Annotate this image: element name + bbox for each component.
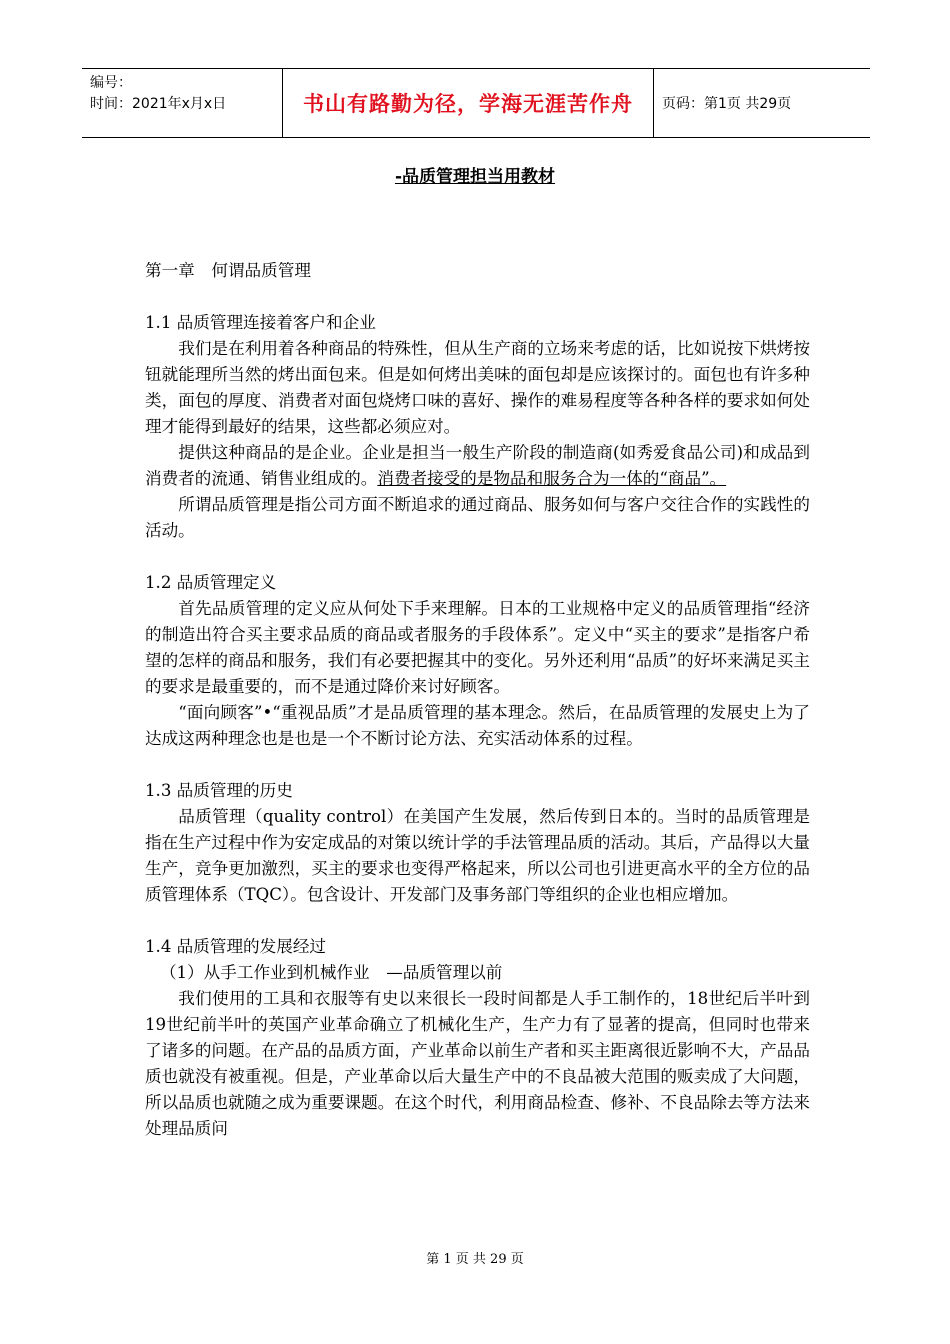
section-heading-1-3: 1.3 品质管理的历史	[145, 781, 293, 800]
paragraph: 所谓品质管理是指公司方面不断追求的通过商品、服务如何与客户交往合作的实践性的活动。	[145, 495, 810, 540]
paragraph: 我们使用的工具和衣服等有史以来很长一段时间都是人手工制作的，18世纪后半叶到19世纪前半叶的英国产业革命确立了机械化生产，生产力有了显著的提高，但同时也带来了诸多的问题。在产品的品质方面，产业革命以前生产者和买主距离很近影响不大，产品品质也就没有被重视。但是，产业革命以后大量生产中的不良品被大范围的贩卖成了大问题，所以品质也就随之成为重要课题。在这个时代，利用商品检查、修补、不良品除去等方法来处理品质问	[145, 989, 810, 1138]
page-footer: 第 1 页 共 29 页	[426, 1252, 524, 1267]
document-header	[82, 68, 870, 138]
header-page-cell	[654, 69, 870, 137]
chapter-heading: 第一章 何谓品质管理	[145, 261, 311, 280]
section-heading-1-2: 1.2 品质管理定义	[145, 573, 277, 592]
header-meta-cell	[82, 69, 282, 137]
paragraph: 我们是在利用着各种商品的特殊性，但从生产商的立场来考虑的话，比如说按下烘烤按钮就能理所当然的烤出面包来。但是如何烤出美味的面包却是应该探讨的。面包也有许多种类，面包的厚度、消费者对面包烧烤口味的喜好、操作的难易程度等各种各样的要求如何处理才能得到最好的结果，这些都必须应对。	[145, 339, 810, 436]
header-motto-cell	[282, 69, 654, 137]
section-heading-1-4: 1.4 品质管理的发展经过	[145, 937, 327, 956]
paragraph: “面向顾客”•“重视品质”才是品质管理的基本理念。然后，在品质管理的发展史上为了达成这两种理念也是也是一个不断讨论方法、充实活动体系的过程。	[145, 703, 810, 748]
paragraph	[145, 440, 810, 492]
document-body	[145, 258, 810, 1142]
subsection-heading: （1）从手工作业到机械作业 —品质管理以前	[159, 963, 503, 982]
time-label: 时间：2021年x月x日	[90, 96, 227, 112]
number-label: 编号：	[90, 75, 132, 91]
paragraph: 品质管理（quality control）在美国产生发展，然后传到日本的。当时的品质管理是指在生产过程中作为安定成品的对策以统计学的手法管理品质的活动。其后，产品得以大量生产，竞争更加激烈，买主的要求也变得严格起来，所以公司也引进更高水平的全方位的品质管理体系（TQC）。包含设计、开发部门及事务部门等组织的企业也相应增加。	[145, 807, 810, 904]
underlined-text: 消费者接受的是物品和服务合为一体的“商品”。	[377, 469, 727, 488]
paragraph: 首先品质管理的定义应从何处下手来理解。日本的工业规格中定义的品质管理指“经济的制造出符合买主要求品质的商品或者服务的手段体系”。定义中“买主的要求”是指客户希望的怎样的商品和服务，我们有必要把握其中的变化。另外还利用“品质”的好坏来满足买主的要求是最重要的，而不是通过降价来讨好顾客。	[145, 599, 810, 696]
page-info: 页码：第1页 共29页	[662, 96, 792, 112]
motto-text: 书山有路勤为径，学海无涯苦作舟	[303, 92, 633, 116]
paragraph-text: 提供这种商品的是企业。企业是担当一般生产阶段的制造商(如秀爱食品公司)和成品到消费者的流通、销售业组成的。	[145, 443, 810, 488]
section-heading-1-1: 1.1 品质管理连接着客户和企业	[145, 313, 376, 332]
document-title: -品质管理担当用教材	[394, 167, 556, 187]
